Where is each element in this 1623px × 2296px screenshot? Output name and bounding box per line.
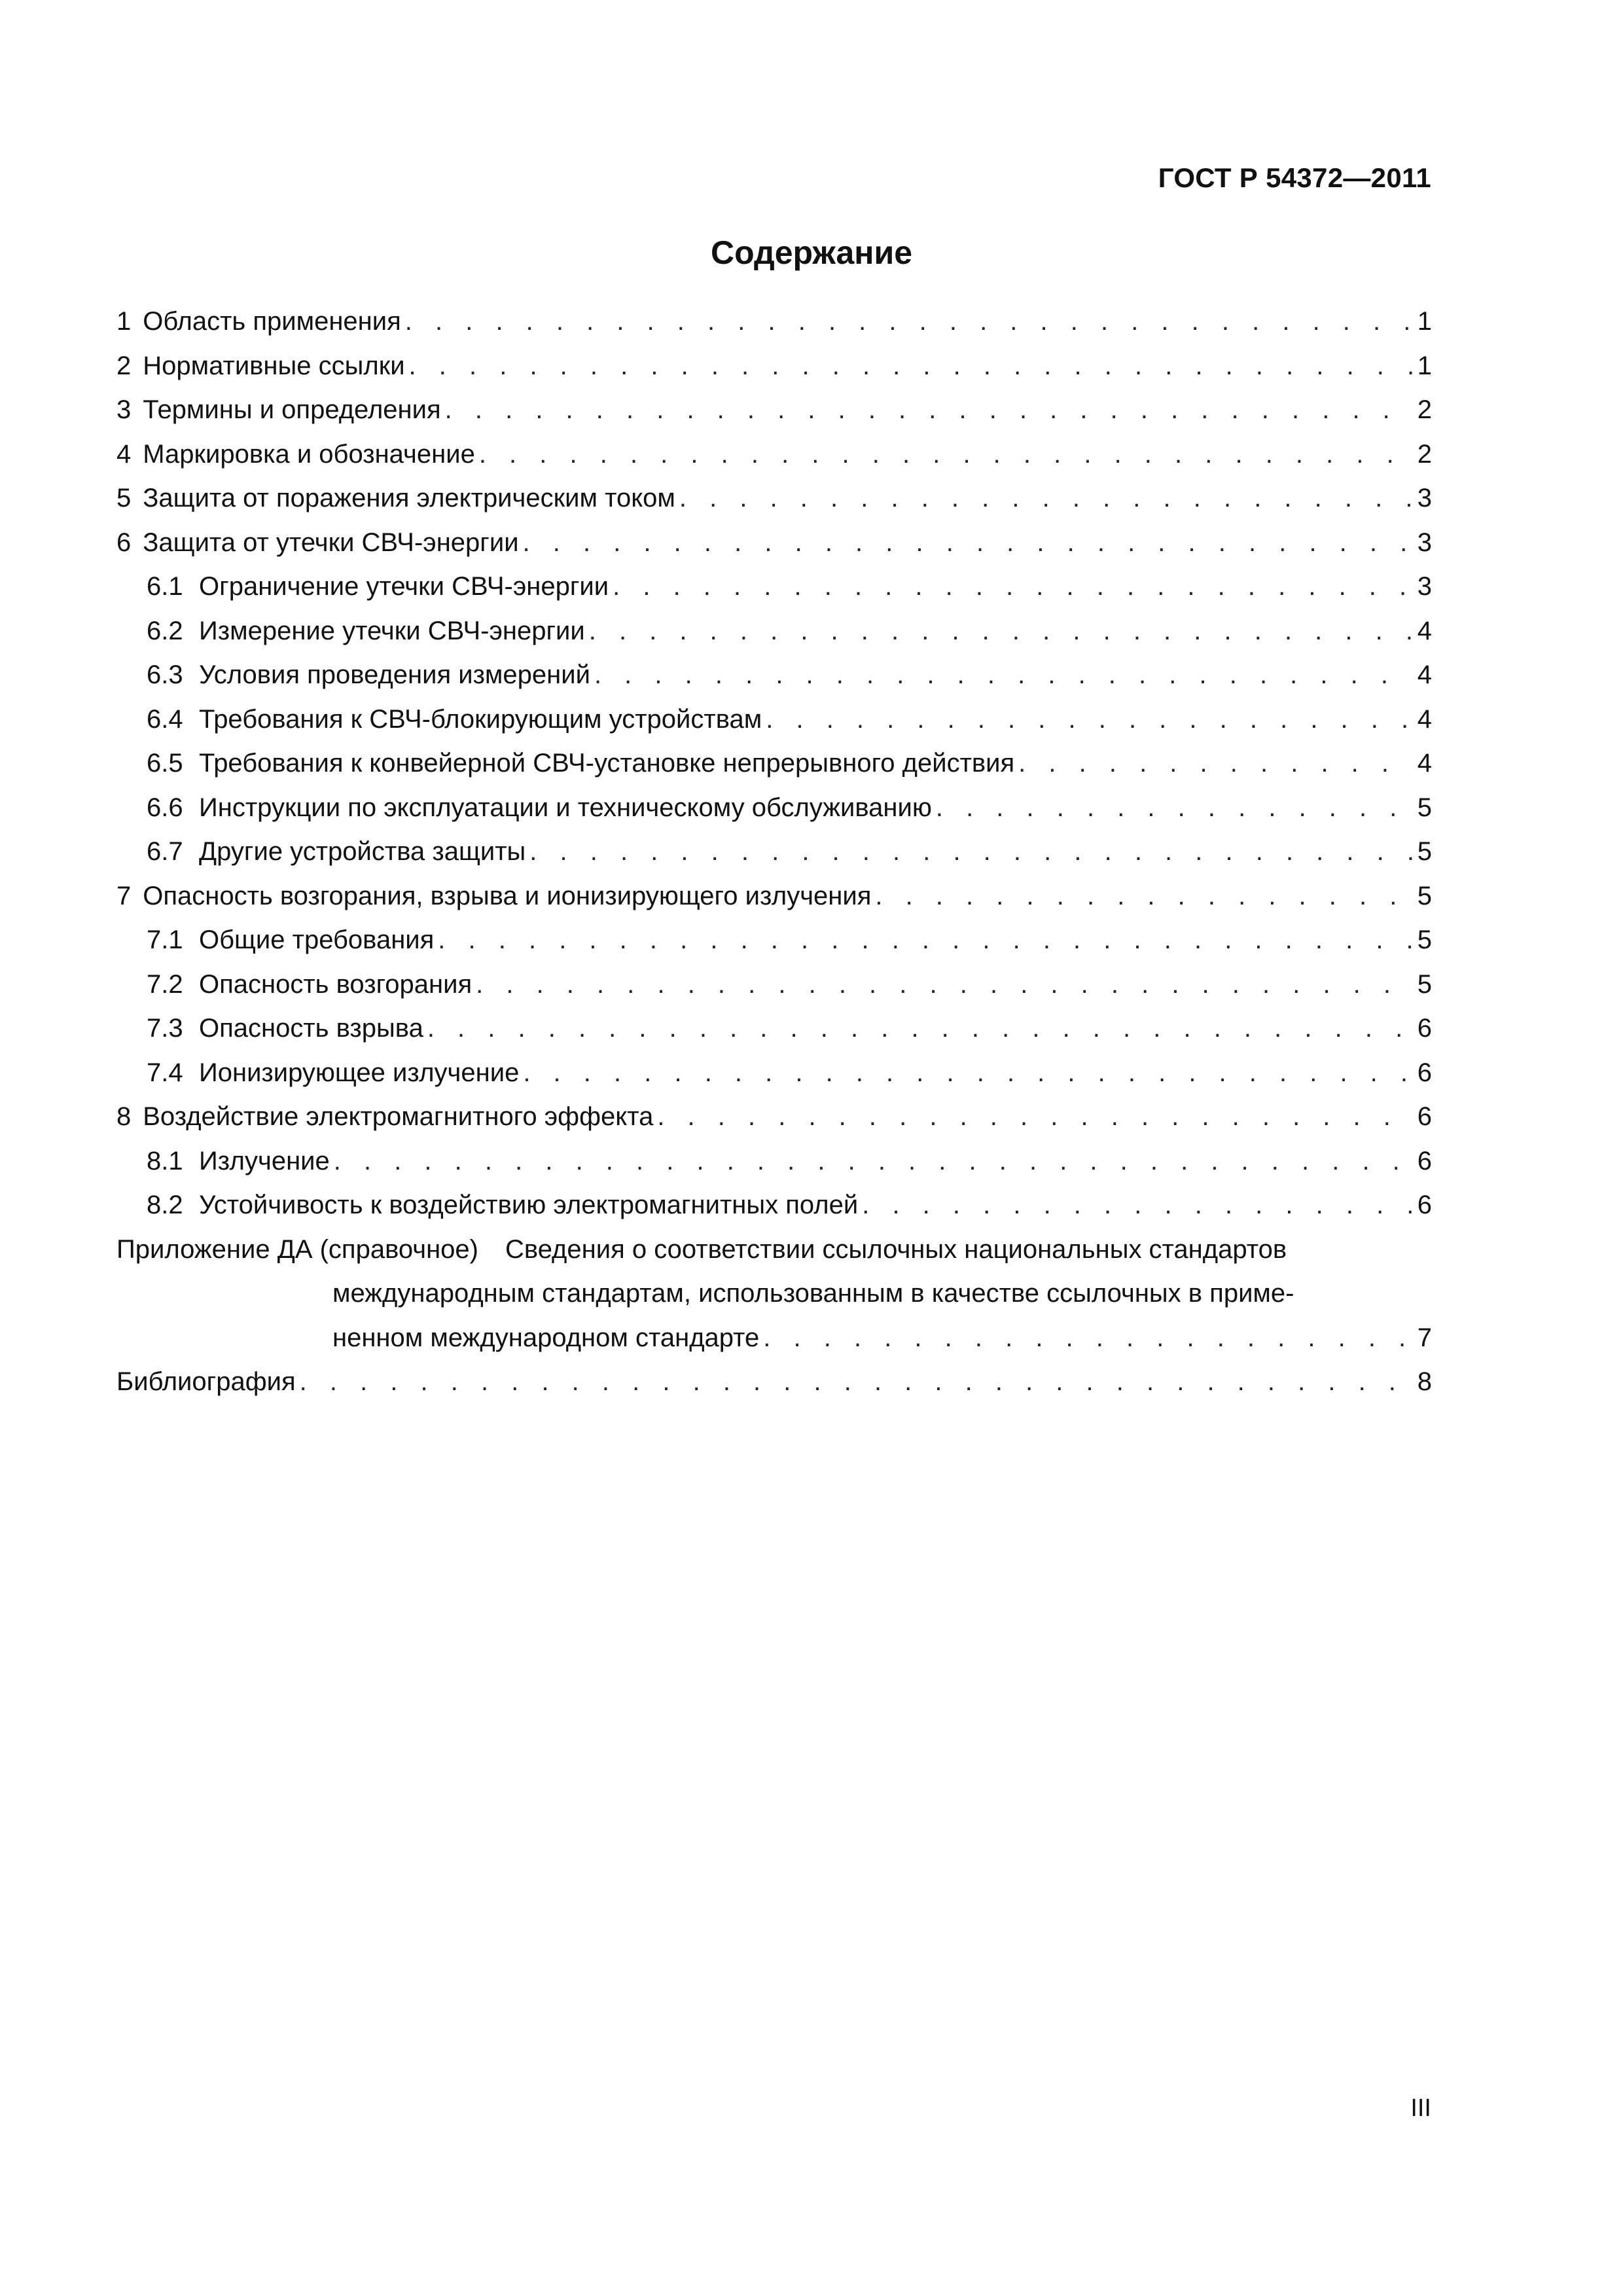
- toc-entry-5[interactable]: [116, 476, 1432, 521]
- toc-page-number: 4: [1417, 660, 1432, 689]
- toc-page-number: 3: [1417, 484, 1432, 512]
- toc-page-number: 2: [1417, 395, 1432, 424]
- toc-label: Измерение утечки СВЧ-энергии: [199, 616, 585, 645]
- toc-entry-4[interactable]: [116, 433, 1432, 477]
- dot-leader: [529, 830, 1412, 874]
- toc-label: Защита от утечки СВЧ-энергии: [143, 528, 519, 557]
- toc-number: 6.3: [147, 660, 183, 689]
- toc-number: 6.1: [147, 572, 183, 601]
- toc-label: Воздействие электромагнитного эффекта: [143, 1102, 654, 1131]
- appendix-title-line-3-text: ненном международном стандарте: [332, 1323, 760, 1352]
- toc-label: Инструкции по эксплуатации и техническому обслуживанию: [199, 793, 932, 822]
- toc-label: Ионизирующее излучение: [199, 1058, 520, 1087]
- toc-page-number: 5: [1417, 837, 1432, 866]
- toc-page-number: 1: [1417, 351, 1432, 380]
- toc-number: 7: [116, 881, 132, 910]
- toc-label: Требования к конвейерной СВЧ-установке непрерывного действия: [199, 749, 1015, 778]
- toc-page-number: 1: [1417, 307, 1432, 336]
- toc-number: 6.2: [147, 616, 183, 645]
- toc-number: 7.2: [147, 969, 183, 999]
- toc-entry-7-3[interactable]: [116, 1007, 1432, 1051]
- toc-entry-6-4[interactable]: [116, 698, 1432, 742]
- appendix-title-line-1: Сведения о соответствии ссылочных национальных стандартов: [505, 1234, 1287, 1264]
- dot-leader: [1018, 742, 1412, 786]
- toc-label: Требования к СВЧ-блокирующим устройствам: [199, 704, 762, 734]
- footer-page-number: III: [1410, 2094, 1431, 2122]
- dot-leader: [862, 1183, 1412, 1228]
- document-header: ГОСТ Р 54372—2011: [1158, 162, 1431, 193]
- toc-entry-6-3[interactable]: [116, 653, 1432, 698]
- dot-leader: [438, 918, 1412, 963]
- toc-entry-8[interactable]: [116, 1095, 1432, 1139]
- toc-label: Опасность возгорания: [199, 969, 473, 999]
- toc-page-number: 3: [1417, 572, 1432, 601]
- toc-entry-6[interactable]: [116, 521, 1432, 565]
- toc-title: Содержание: [710, 234, 913, 271]
- toc-number: 4: [116, 439, 132, 469]
- toc-entry-3[interactable]: [116, 388, 1432, 433]
- toc-entry-6-1[interactable]: [116, 565, 1432, 609]
- toc-label: Устойчивость к воздействию электромагнитных полей: [199, 1191, 859, 1219]
- toc-label: Излучение: [199, 1146, 330, 1175]
- dot-leader: [763, 1316, 1412, 1361]
- dot-leader: [445, 388, 1412, 433]
- toc-page-number: 8: [1417, 1367, 1432, 1396]
- toc-entry-7-2[interactable]: [116, 963, 1432, 1007]
- toc-number: 8.2: [147, 1191, 183, 1219]
- toc-page-number: 4: [1417, 704, 1432, 734]
- toc-number: 6: [116, 528, 132, 557]
- dot-leader: [476, 963, 1412, 1007]
- toc-entry-6-5[interactable]: [116, 742, 1432, 786]
- toc-entry-6-7[interactable]: [116, 830, 1432, 874]
- toc-page-number: 6: [1417, 1146, 1432, 1175]
- dot-leader: [409, 344, 1412, 389]
- toc-label: Защита от поражения электрическим током: [143, 484, 675, 512]
- toc-number: 3: [116, 395, 132, 424]
- toc-page-number: 5: [1417, 881, 1432, 910]
- toc-label: Библиография: [116, 1367, 296, 1396]
- toc-number: 7.4: [147, 1058, 183, 1087]
- dot-leader: [936, 786, 1412, 831]
- dot-leader: [594, 653, 1412, 698]
- appendix-title-line-2: международным стандартам, использованным в качестве ссылочных в приме-: [332, 1279, 1294, 1308]
- toc-number: 1: [116, 307, 132, 336]
- toc-page-number: 6: [1417, 1014, 1432, 1043]
- toc-page-number: 6: [1417, 1191, 1432, 1219]
- dot-leader: [405, 300, 1412, 344]
- toc-number: 6.7: [147, 837, 183, 866]
- toc-label: Термины и определения: [143, 395, 441, 424]
- toc-entry-6-2[interactable]: [116, 609, 1432, 654]
- toc-entry-2[interactable]: [116, 344, 1432, 389]
- toc-label: Условия проведения измерений: [199, 660, 590, 689]
- toc-page-number: 7: [1417, 1323, 1432, 1352]
- toc-number: 5: [116, 484, 132, 512]
- toc-number: 7.3: [147, 1014, 183, 1043]
- toc-label: Область применения: [143, 307, 401, 336]
- toc-label: Общие требования: [199, 925, 435, 954]
- toc-page-number: 5: [1417, 793, 1432, 822]
- toc-entry-7-1[interactable]: [116, 918, 1432, 963]
- dot-leader: [679, 476, 1412, 521]
- toc-label: Другие устройства защиты: [199, 837, 526, 866]
- dot-leader: [589, 609, 1412, 654]
- dot-leader: [766, 698, 1412, 742]
- toc-entry-bibliography[interactable]: [116, 1360, 1432, 1405]
- toc-entry-8-1[interactable]: [116, 1139, 1432, 1184]
- toc-entry-appendix-da[interactable]: [116, 1228, 1432, 1360]
- toc-page-number: 4: [1417, 616, 1432, 645]
- toc-page-number: 5: [1417, 925, 1432, 954]
- toc-number: 8: [116, 1102, 132, 1131]
- dot-leader: [334, 1139, 1412, 1184]
- toc-page-number: 2: [1417, 439, 1432, 469]
- toc-label: Опасность возгорания, взрыва и ионизирующего излучения: [143, 881, 872, 910]
- toc-entry-7-4[interactable]: [116, 1051, 1432, 1096]
- toc-label: Ограничение утечки СВЧ-энергии: [199, 572, 609, 601]
- dot-leader: [613, 565, 1412, 609]
- appendix-title-line-3: [332, 1316, 1432, 1361]
- toc-number: 6.4: [147, 704, 183, 734]
- toc-entry-1[interactable]: [116, 300, 1432, 344]
- toc-label: Маркировка и обозначение: [143, 439, 475, 469]
- dot-leader: [427, 1007, 1412, 1051]
- toc-page-number: 6: [1417, 1058, 1432, 1087]
- toc-number: 6.5: [147, 749, 183, 778]
- toc-number: 7.1: [147, 925, 183, 954]
- dot-leader: [300, 1360, 1412, 1405]
- toc-number: 2: [116, 351, 132, 380]
- toc-page-number: 5: [1417, 969, 1432, 999]
- toc-page-number: 3: [1417, 528, 1432, 557]
- dot-leader: [523, 521, 1412, 565]
- toc-label: Опасность взрыва: [199, 1014, 423, 1043]
- toc-page-number: 6: [1417, 1102, 1432, 1131]
- toc-entry-7[interactable]: [116, 874, 1432, 919]
- dot-leader: [523, 1051, 1412, 1096]
- toc-number: 6.6: [147, 793, 183, 822]
- toc-number: 8.1: [147, 1146, 183, 1175]
- dot-leader: [479, 433, 1412, 477]
- toc-page-number: 4: [1417, 749, 1432, 778]
- toc-entry-6-6[interactable]: [116, 786, 1432, 831]
- dot-leader: [875, 874, 1412, 919]
- toc-label: Нормативные ссылки: [143, 351, 405, 380]
- appendix-label: Приложение ДА (справочное): [116, 1234, 478, 1264]
- table-of-contents: [116, 300, 1432, 1404]
- dot-leader: [657, 1095, 1412, 1139]
- toc-entry-8-2[interactable]: [116, 1183, 1432, 1228]
